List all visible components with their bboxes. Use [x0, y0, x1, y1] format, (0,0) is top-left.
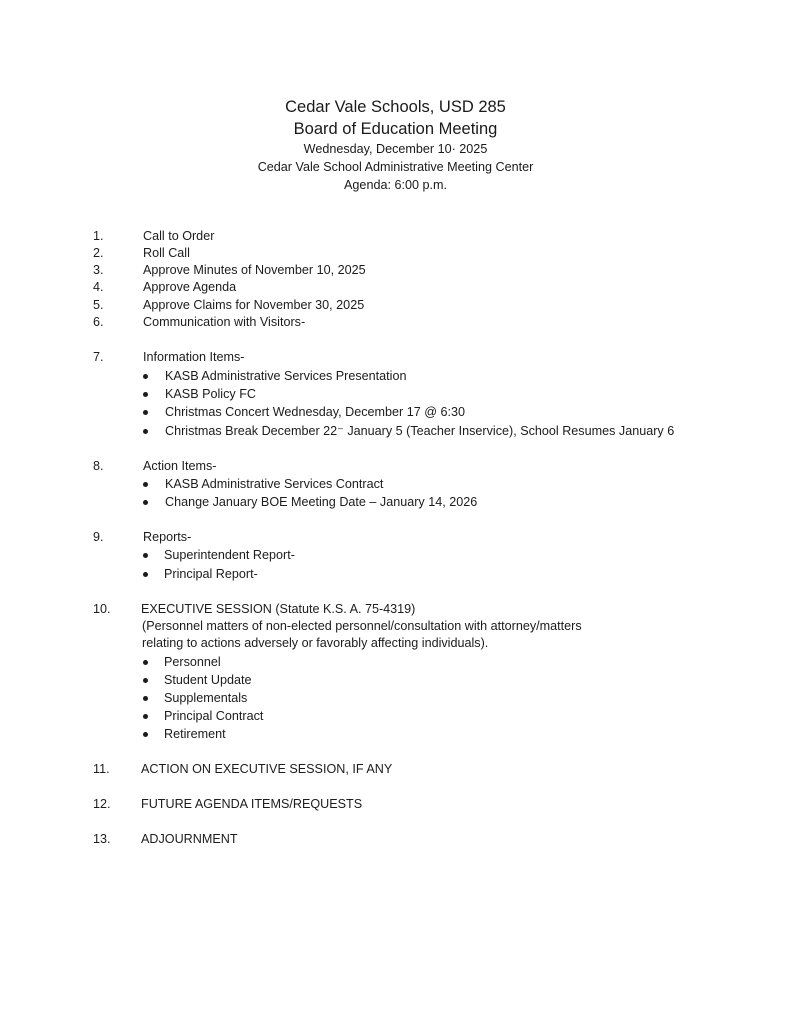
- item-text: FUTURE AGENDA ITEMS/REQUESTS: [141, 797, 363, 811]
- bullet-text: Supplementals: [164, 691, 248, 705]
- agenda-time: Agenda: 6:00 p.m.: [344, 178, 447, 192]
- bullet-text: KASB Administrative Services Contract: [165, 477, 384, 491]
- bullet-icon: [143, 392, 148, 397]
- item-text: EXECUTIVE SESSION (Statute K.S. A. 75-4319): [141, 602, 416, 616]
- bullet-text: Personnel: [164, 655, 221, 669]
- item-number: 13.: [93, 832, 111, 846]
- bullet-text: Superintendent Report-: [164, 548, 295, 562]
- meeting-location: Cedar Vale School Administrative Meeting Center: [257, 160, 534, 174]
- bullet-icon: [143, 696, 148, 701]
- item-text: Reports-: [143, 530, 192, 544]
- item-text: Approve Minutes of November 10, 2025: [143, 263, 366, 277]
- bullet-text: Christmas Concert Wednesday, December 17 @ 6:30: [165, 405, 466, 419]
- bullet-icon: [143, 429, 148, 434]
- bullet-icon: [143, 500, 148, 505]
- item-text: Approve Agenda: [143, 280, 237, 294]
- item-number: 11.: [93, 762, 110, 776]
- bullet-icon: [143, 374, 148, 379]
- meeting-title: Board of Education Meeting: [293, 120, 498, 138]
- item-number: 8.: [93, 459, 104, 473]
- item-number: 12.: [93, 797, 111, 811]
- item-text: Approve Claims for November 30, 2025: [143, 298, 365, 312]
- bullet-icon: [143, 678, 148, 683]
- bullet-text: Student Update: [164, 673, 252, 687]
- bullet-icon: [143, 732, 148, 737]
- bullet-text: Retirement: [164, 727, 226, 741]
- item-number: 5.: [93, 298, 104, 312]
- item-number: 10.: [93, 602, 111, 616]
- district-title: Cedar Vale Schools, USD 285: [285, 98, 506, 116]
- bullet-icon: [143, 660, 148, 665]
- item-detail-line: relating to actions adversely or favorably affecting individuals).: [142, 636, 489, 650]
- item-text: Call to Order: [143, 229, 215, 243]
- item-number: 4.: [93, 280, 104, 294]
- item-number: 9.: [93, 530, 104, 544]
- bullet-icon: [143, 482, 148, 487]
- bullet-icon: [143, 553, 148, 558]
- item-number: 1.: [93, 229, 104, 243]
- bullet-text: Principal Report-: [164, 567, 258, 581]
- item-text: ACTION ON EXECUTIVE SESSION, IF ANY: [141, 762, 393, 776]
- bullet-text: Principal Contract: [164, 709, 264, 723]
- bullet-text: Christmas Break December 22⁻ January 5 (Teacher Inservice), School Resumes January 6: [165, 424, 675, 438]
- item-text: Communication with Visitors-: [143, 315, 306, 329]
- item-text: Roll Call: [143, 246, 190, 260]
- item-detail-line: (Personnel matters of non-elected personnel/consultation with attorney/matters: [142, 619, 582, 633]
- bullet-text: Change January BOE Meeting Date – January 14, 2026: [165, 495, 478, 509]
- item-text: Action Items-: [143, 459, 217, 473]
- item-number: 2.: [93, 246, 104, 260]
- bullet-text: KASB Administrative Services Presentation: [165, 369, 407, 383]
- meeting-date: Wednesday, December 10· 2025: [303, 142, 488, 156]
- bullet-text: KASB Policy FC: [165, 387, 256, 401]
- item-number: 3.: [93, 263, 104, 277]
- item-text: ADJOURNMENT: [141, 832, 238, 846]
- bullet-icon: [143, 714, 148, 719]
- bullet-icon: [143, 572, 148, 577]
- item-number: 6.: [93, 315, 104, 329]
- item-number: 7.: [93, 350, 104, 364]
- item-text: Information Items-: [143, 350, 245, 364]
- bullet-icon: [143, 410, 148, 415]
